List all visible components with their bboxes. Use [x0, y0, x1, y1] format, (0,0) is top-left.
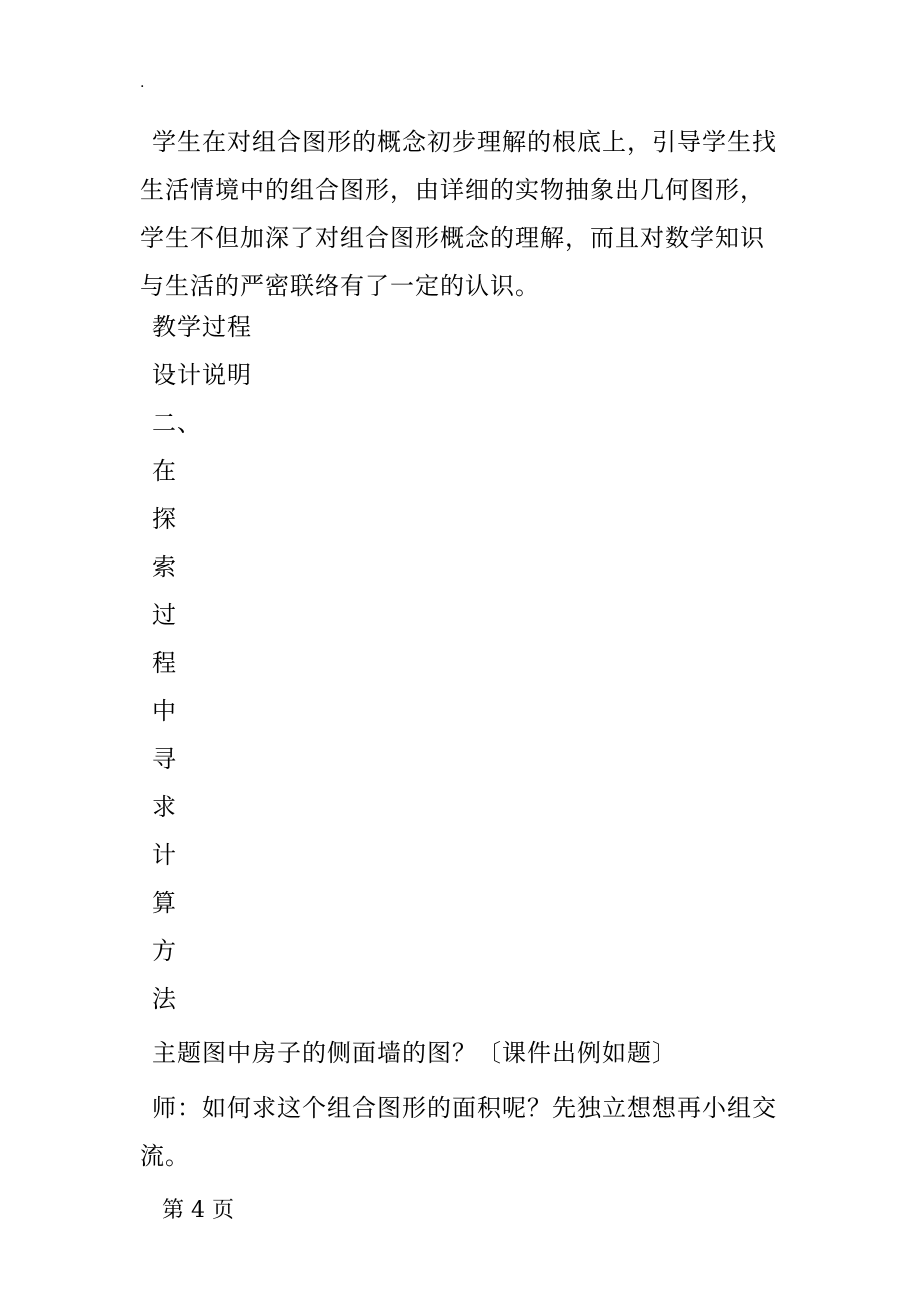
vertical-char: 计 [152, 841, 177, 869]
vertical-char: 在 [152, 457, 177, 485]
intro-paragraph: 学生在对组合图形的概念初步理解的根底上，引导学生找生活情境中的组合图形，由详细的实物抽象出几何图形，学生不但加深了对组合图形概念的理解，而且对数学知识与生活的严密联络有了一定的认识。 [140, 128, 777, 300]
vertical-char: 过 [152, 601, 177, 629]
page-number: 第 4 页 [162, 1198, 234, 1223]
vertical-char: 索 [152, 553, 177, 581]
vertical-char: 中 [152, 697, 177, 725]
heading-teaching-process: 教学过程 [152, 313, 252, 341]
vertical-char: 求 [152, 793, 177, 821]
page-marker-dot: . [140, 75, 145, 91]
topic-line: 主题图中房子的侧面墙的图？〔课件出例如题〕 [152, 1039, 677, 1067]
vertical-char: 寻 [152, 745, 177, 773]
section-number: 二、 [152, 409, 202, 437]
vertical-char: 探 [152, 505, 177, 533]
vertical-char: 方 [152, 937, 177, 965]
vertical-char: 法 [152, 985, 177, 1013]
vertical-char: 程 [152, 649, 177, 677]
teacher-line: 师：如何求这个组合图形的面积呢？先独立想想再小组交流。 [140, 1094, 777, 1170]
vertical-char: 算 [152, 889, 177, 917]
heading-design-notes: 设计说明 [152, 361, 252, 389]
